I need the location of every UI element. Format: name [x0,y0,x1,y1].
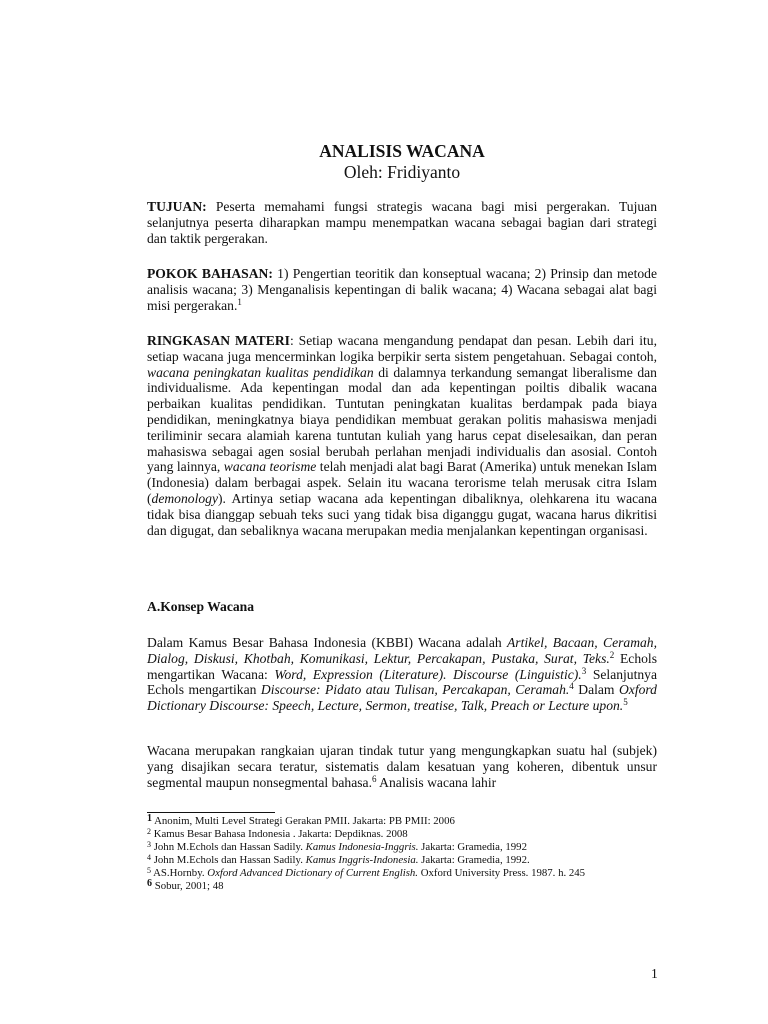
document-author: Oleh: Fridiyanto [343,162,461,182]
footnote-number: 4 [147,853,151,862]
ringkasan-italic: demonology [151,490,218,506]
footnote-text: John M.Echols dan Hassan Sadily. [151,841,306,853]
ringkasan-materi-label: RINGKASAN MATERI [147,333,290,348]
footnote-ref-3: 3 [581,665,587,676]
konsep-italic: Word, Expression (Literature). Discourse (Linguistic). [274,666,582,682]
ringkasan-materi-paragraph [147,333,657,538]
footnote-text: John M.Echols dan Hassan Sadily. [151,854,306,866]
page-number: 1 [651,966,658,981]
footnote-ref-6: 6 [372,773,377,784]
ringkasan-italic: wacana teorisme [223,459,317,475]
footnote-3 [147,841,657,854]
footnote-number: 2 [147,827,151,836]
footnotes [147,815,657,893]
footnote-title: Oxford Advanced Dictionary of Current English. [207,867,419,879]
footnote-text: Jakarta: Gramedia, 1992 [418,841,527,853]
konsep-italic: Oxford Dictionary Discourse: Speech, Lecture, Sermon, treatise, Talk, Preach or Lecture upon. [147,682,657,714]
ringkasan-text: : Setiap wacana mengandung pendapat dan pesan. Lebih dari itu, setiap wacana juga mencerminkan logika berpikir serta sistem pengetahuan. Sebagai contoh, [147,333,657,364]
footnote-title: Kamus Inggris-Indonesia. [305,854,419,866]
footnote-number: 6 [147,878,152,889]
footnote-text: Anonim, Multi Level Strategi Gerakan PMII. Jakarta: PB PMII: 2006 [152,815,455,827]
konsep-text: Dalam Kamus Besar Bahasa Indonesia (KBBI) Wacana adalah [147,635,507,650]
wacana-text: Wacana merupakan rangkaian ujaran tindak tutur yang mengungkapkan suatu hal (subjek) yang disajikan secara teratur, sistematis dalam kesatuan yang koheren, dibentuk unsur segmental maupun nonsegmental bahasa. [147,743,657,790]
konsep-wacana-paragraph [147,635,657,714]
footnote-5 [147,867,657,880]
footnote-text: AS.Hornby. [151,867,208,879]
konsep-italic: Artikel, Bacaan, Ceramah, Dialog, Diskusi, Khotbah, Komunikasi, Lektur, Percakapan, Pustaka, Surat, Teks. [147,635,658,666]
pokok-bahasan-label: POKOK BAHASAN: [147,266,273,281]
footnote-ref-4: 4 [569,681,574,692]
ringkasan-text: ). Artinya setiap wacana ada kepentingan dibaliknya, olehkarena itu wacana tidak bisa dianggap sebuah teks suci yang tidak bisa diganggu gugat, wacana harus dikritisi dan digugat, dan sebaliknya wacana merupakan media menjalankan kepentingan organisasi. [147,490,657,538]
footnote-text: Oxford University Press. 1987. h. 245 [418,867,586,879]
footnote-title: Kamus Indonesia-Inggris. [305,841,419,853]
section-heading-konsep-wacana: A.Konsep Wacana [147,599,255,614]
ringkasan-italic: wacana peningkatan kualitas pendidikan [147,364,374,380]
footnote-ref-2: 2 [609,649,615,660]
footnote-1 [147,815,657,828]
konsep-text: Dalam [573,682,619,698]
tujuan-text: Peserta memahami fungsi strategis wacana bagi misi pergerakan. Tujuan selanjutnya peserta diharapkan mampu menempatkan wacana sebagai bagian dari strategi dan taktik pergerakan. [147,199,657,246]
footnote-6 [147,880,657,893]
footnote-2 [147,828,657,841]
document-title: ANALISIS WACANA [319,141,485,161]
footnote-text: Kamus Besar Bahasa Indonesia . Jakarta: Depdiknas. 2008 [151,828,408,840]
pokok-bahasan-text: 1) Pengertian teoritik dan konseptual wacana; 2) Prinsip dan metode analisis wacana; 3) Menganalisis kepentingan di balik wacana; 4) Wacana sebagai alat bagi misi pergerakan. [147,266,657,313]
konsep-text: Echols mengartikan Wacana: [147,650,658,682]
wacana-definition-paragraph [147,743,657,790]
pokok-bahasan-paragraph [147,266,657,313]
footnote-text: Sobur, 2001; 48 [152,880,224,892]
ringkasan-text: telah menjadi alat bagi Barat (Amerika) untuk menekan Islam (Indonesia) dalam berbagai aspek. Selain itu wacana terorisme telah merusak citra Islam ( [147,459,657,506]
konsep-italic: Discourse: Pidato atau Tulisan, Percakapan, Ceramah. [260,682,570,698]
footnote-text: Jakarta: Gramedia, 1992. [418,854,530,866]
tujuan-label: TUJUAN: [147,199,207,214]
footnote-4 [147,854,657,867]
wacana-text-tail: Analisis wacana lahir [376,774,497,790]
footnote-ref-1: 1 [237,296,242,307]
footnote-divider [147,812,275,813]
tujuan-paragraph [147,199,657,246]
ringkasan-text: di dalamnya terkandung semangat liberalisme dan individualisme. Ada kepentingan modal dan ada kepentingan poiltis dibalik wacana perbaikan kualitas pendidikan. Tuntutan peningkatan kualitas berdampak pada biaya pendidikan, meningkatnya biaya pendidikan membuat gerakan politis mahasiswa menjadi teriliminir secara alamiah karena tuntutan kuliah yang harus cepat diselesaikan, dan peran mahasiswa sebagai agen sosial berubah perlahan menjadi individualis dan asosial. Contoh yang lainnya, [147,364,657,475]
footnote-number: 5 [147,866,151,875]
konsep-text: Selanjutnya Echols mengartikan [147,666,658,698]
footnote-number: 1 [147,813,152,824]
footnote-ref-5: 5 [623,697,628,708]
footnote-number: 3 [147,840,151,849]
